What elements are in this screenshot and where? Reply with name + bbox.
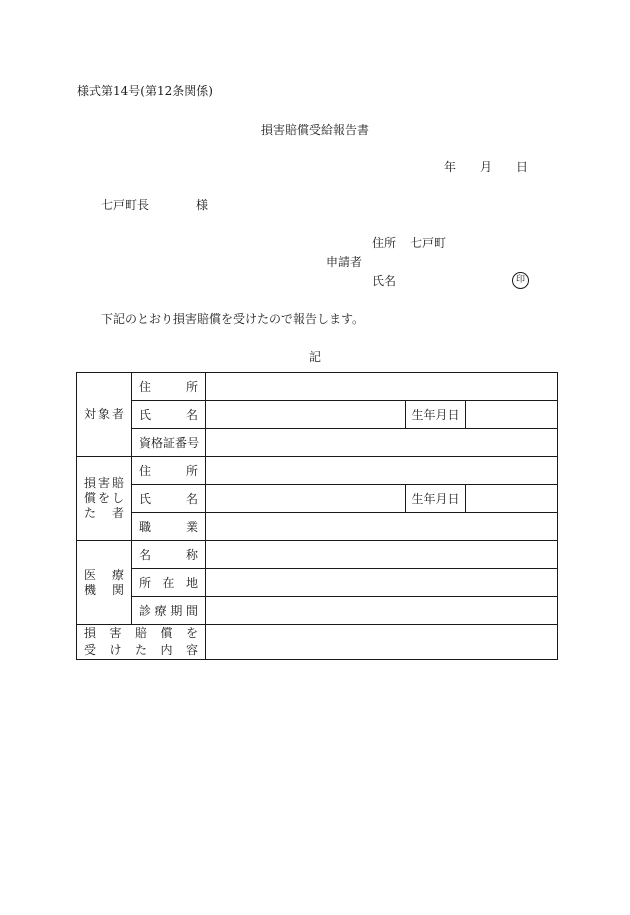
addressee-suffix: 様 <box>196 198 209 212</box>
subject-section-label <box>77 373 132 457</box>
applicant-label: 申請者 <box>326 255 363 269</box>
addressee: 七戸町長 <box>101 198 150 212</box>
applicant-name-label: 氏名 <box>372 274 397 288</box>
table-row <box>77 429 558 457</box>
medical-section-label: 医 療 機 関 <box>77 541 132 625</box>
subject-name-field[interactable] <box>206 401 406 429</box>
form-number: 様式第14号(第12条関係) <box>77 84 213 98</box>
date-day-label: 日 <box>516 160 529 174</box>
date-month-label: 月 <box>480 160 493 174</box>
medical-location-label: 所 在 地 <box>132 569 206 597</box>
content-section-label: 損 害 賠 償 を 受 け た 内 容 <box>77 625 206 660</box>
seal-mark: 印 <box>512 272 529 289</box>
subject-cert-label: 資 格 証 番 号 <box>132 429 206 457</box>
table-row <box>77 625 558 660</box>
table-row <box>77 485 558 513</box>
offender-name-field[interactable] <box>206 485 406 513</box>
offender-occupation-field[interactable] <box>206 513 558 541</box>
medical-name-field[interactable] <box>206 541 558 569</box>
content-field[interactable] <box>206 625 558 660</box>
offender-birth-label: 生年月日 <box>406 485 466 513</box>
offender-name-label: 氏 名 <box>132 485 206 513</box>
medical-period-label: 診 療 期 間 <box>132 597 206 625</box>
table-row <box>77 373 558 401</box>
offender-section-label: 損 害 賠 償 を し た 者 <box>77 457 132 541</box>
medical-name-label: 名 称 <box>132 541 206 569</box>
intro-text: 下記のとおり損害賠償を受けたので報告します。 <box>101 312 365 326</box>
subject-name-label: 氏 名 <box>132 401 206 429</box>
subject-label: 対 象 者 <box>84 407 124 421</box>
subject-birth-label: 生年月日 <box>406 401 466 429</box>
applicant-address-value: 七戸町 <box>410 236 447 250</box>
table-row <box>77 541 558 569</box>
table-row <box>77 597 558 625</box>
subject-birth-field[interactable] <box>466 401 558 429</box>
subject-address-label: 住 所 <box>132 373 206 401</box>
report-table <box>76 372 558 660</box>
offender-birth-field[interactable] <box>466 485 558 513</box>
table-row <box>77 401 558 429</box>
offender-address-label: 住 所 <box>132 457 206 485</box>
date-year-label: 年 <box>444 160 457 174</box>
table-row <box>77 457 558 485</box>
ki-heading: 記 <box>308 350 321 364</box>
document-title: 損害賠償受給報告書 <box>260 123 369 137</box>
table-row <box>77 513 558 541</box>
medical-period-field[interactable] <box>206 597 558 625</box>
medical-location-field[interactable] <box>206 569 558 597</box>
offender-address-field[interactable] <box>206 457 558 485</box>
applicant-address-label: 住所 <box>372 236 397 250</box>
table-row <box>77 569 558 597</box>
offender-occupation-label: 職 業 <box>132 513 206 541</box>
subject-address-field[interactable] <box>206 373 558 401</box>
subject-cert-field[interactable] <box>206 429 558 457</box>
